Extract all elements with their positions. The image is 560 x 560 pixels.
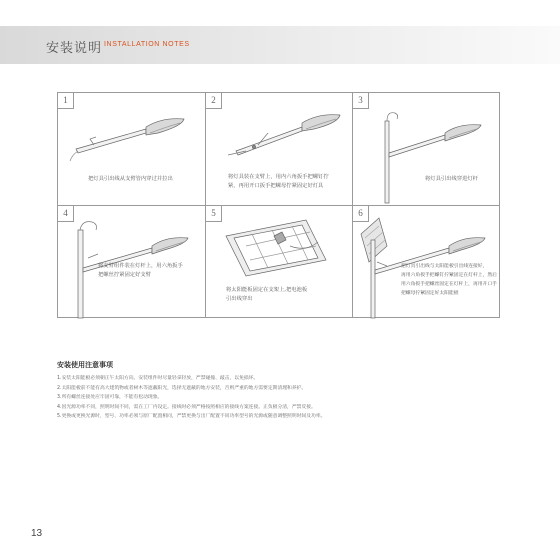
step-1: [58, 93, 205, 206]
page-subtitle: INSTALLATION NOTES: [104, 41, 190, 48]
step-2: [205, 93, 352, 206]
list-item: 3.所有螺丝连接处应牢固可靠，不能有松动现象。: [57, 395, 163, 400]
step-number: 3: [353, 93, 369, 109]
list-item: 2.太阳能板前不能有高大建筑物或者树木等遮蔽阳光，选择无遮蔽的地方安装，否则严重的地方需要定期清理和养护。: [57, 385, 307, 391]
page-title: 安装说明: [46, 41, 103, 56]
step-number: 6: [353, 206, 369, 222]
step-caption: 将灯具装在支臂上，用内六角扳手把螺钉拧 紧，再用开口扳手把螺母拧紧固定好灯具: [228, 174, 329, 189]
installation-steps-grid: [57, 92, 500, 318]
step-1-illustration: [58, 93, 205, 206]
step-caption: 把灯具引出线从支臂管内穿过并拉出: [88, 176, 173, 182]
list-item: 4.因光源功率不同，照明时间不同，需在工厂内设定。接线时必须严格按照相应的接线方案连接。正负极分清，严禁反接。: [57, 404, 316, 410]
step-caption: 将太阳能板固定在支架上,把电池板 引出线穿出: [226, 287, 308, 302]
step-caption: 将灯具引出线穿进灯杆: [425, 176, 478, 182]
step-caption: 将支臂组件装在灯杆上，用六角扳手 把螺丝拧紧固定好支臂: [98, 263, 183, 278]
step-number: 2: [206, 93, 222, 109]
notes-list: [57, 374, 507, 422]
list-item: 5.更换或更换光源时，型号、功率必须与原厂配置相同，严禁更换与出厂配置不同功率型号的光源或随意调整照明时间及功率。: [57, 414, 326, 419]
step-4: [58, 205, 205, 318]
step-number: 4: [58, 206, 74, 222]
step-3-illustration: [353, 93, 500, 206]
step-number: 5: [206, 206, 222, 222]
list-item: 1.安装太阳能板必须朝正午太阳方向。安装组件时尽量轻拿轻放，严禁碰撞、敲击，以免损坏。: [57, 376, 259, 381]
step-5: [205, 205, 352, 318]
page-number: 13: [31, 528, 43, 539]
step-number: 1: [58, 93, 74, 109]
step-caption: 把灯具引出线与太阳能板引出线连接好， 再用六角扳手把螺钉拧紧固定在灯杆上，然后 用六角扳手把螺丝固定在灯杆上，再用开口手 把螺母拧紧固定好太阳能板: [401, 264, 497, 296]
notes-title: 安装使用注意事项: [57, 361, 113, 369]
step-3: [352, 93, 499, 206]
step-6: [352, 205, 499, 318]
